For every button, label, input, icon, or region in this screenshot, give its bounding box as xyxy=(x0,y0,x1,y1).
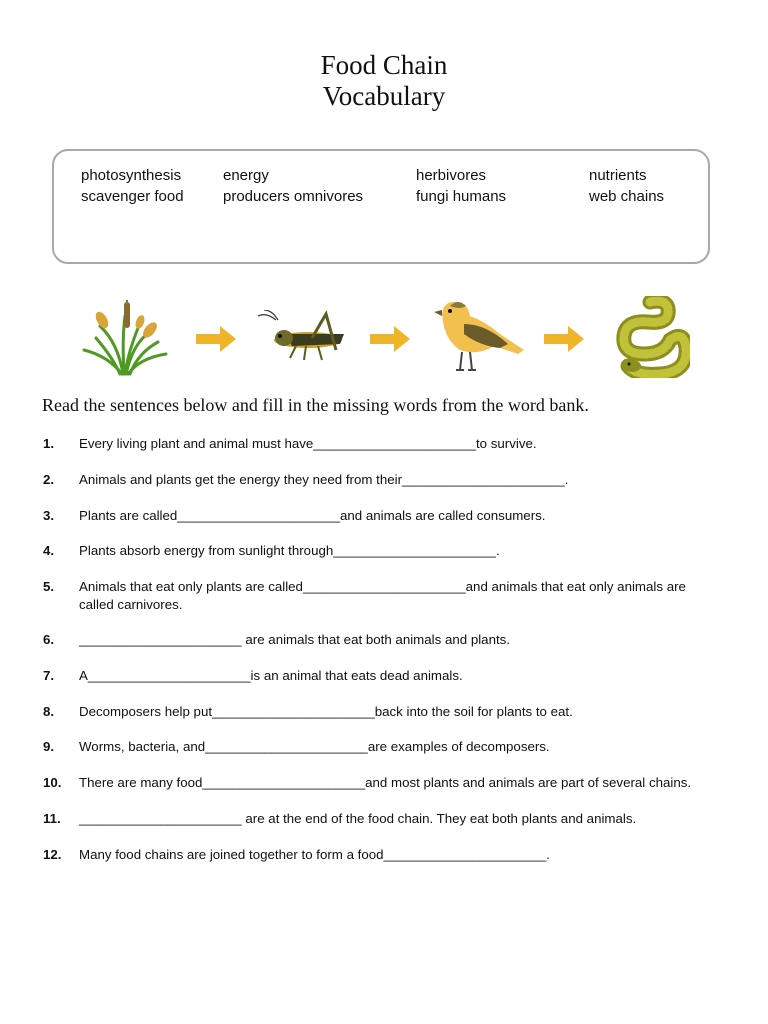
word-bank-entry: nutrients xyxy=(589,167,647,184)
word-bank xyxy=(52,149,710,264)
word-bank-column-2 xyxy=(223,165,363,207)
question-number: 7. xyxy=(43,668,55,683)
question-number: 2. xyxy=(43,472,55,487)
instructions: Read the sentences below and fill in the missing words from the word bank. xyxy=(42,395,589,415)
grasshopper-icon xyxy=(256,310,352,366)
question-text: Plants absorb energy from sunlight through______________________. xyxy=(79,543,500,558)
question-number: 3. xyxy=(43,508,55,523)
title-line-1: Food Chain xyxy=(320,50,448,80)
plant-icon xyxy=(78,298,173,378)
question-number: 11. xyxy=(43,811,61,826)
question-text: Plants are called______________________and animals are called consumers. xyxy=(79,508,546,523)
question-number: 5. xyxy=(43,579,55,594)
word-bank-entry: photosynthesis xyxy=(81,167,182,184)
bird-icon xyxy=(430,294,526,376)
question-text: There are many food______________________and most plants and animals are part of several chains. xyxy=(79,775,692,790)
question-text: ______________________ are at the end of the food chain. They eat both plants and animals. xyxy=(79,811,637,826)
page-title xyxy=(0,50,768,112)
question-number: 8. xyxy=(43,704,55,719)
question-text: Decomposers help put______________________back into the soil for plants to eat. xyxy=(79,704,573,719)
title-line-2: Vocabulary xyxy=(322,81,446,111)
question-number: 10. xyxy=(43,775,62,790)
word-bank-entry: energy xyxy=(223,167,269,184)
word-bank-entry: producers omnivores xyxy=(223,188,364,205)
word-bank-column-3 xyxy=(416,165,506,207)
question-number: 4. xyxy=(43,543,55,558)
question-number: 1. xyxy=(43,436,55,451)
word-bank-column-4 xyxy=(589,165,664,207)
question-number: 12. xyxy=(43,847,62,862)
arrow-icon xyxy=(196,326,236,352)
question-text: ______________________ are animals that eat both animals and plants. xyxy=(79,632,511,647)
word-bank-entry: herbivores xyxy=(416,167,487,184)
question-text: Animals and plants get the energy they need from their______________________. xyxy=(79,472,569,487)
question-text: Worms, bacteria, and______________________are examples of decomposers. xyxy=(79,739,550,754)
question-number: 9. xyxy=(43,739,55,754)
food-chain-illustration xyxy=(0,292,768,382)
question-text: Animals that eat only plants are called______________________and animals that eat only animals are called carnivores. xyxy=(79,579,686,612)
word-bank-entry: scavenger food xyxy=(81,188,184,205)
question-number: 6. xyxy=(43,632,55,647)
word-bank-entry: fungi humans xyxy=(416,188,507,205)
arrow-icon xyxy=(370,326,410,352)
question-text: Many food chains are joined together to form a food______________________. xyxy=(79,847,550,862)
question-text: A______________________is an animal that eats dead animals. xyxy=(79,668,463,683)
snake-icon xyxy=(610,296,690,378)
word-bank-entry: web chains xyxy=(589,188,665,205)
word-bank-column-1 xyxy=(81,165,184,207)
arrow-icon xyxy=(544,326,584,352)
question-text: Every living plant and animal must have______________________to survive. xyxy=(79,436,537,451)
